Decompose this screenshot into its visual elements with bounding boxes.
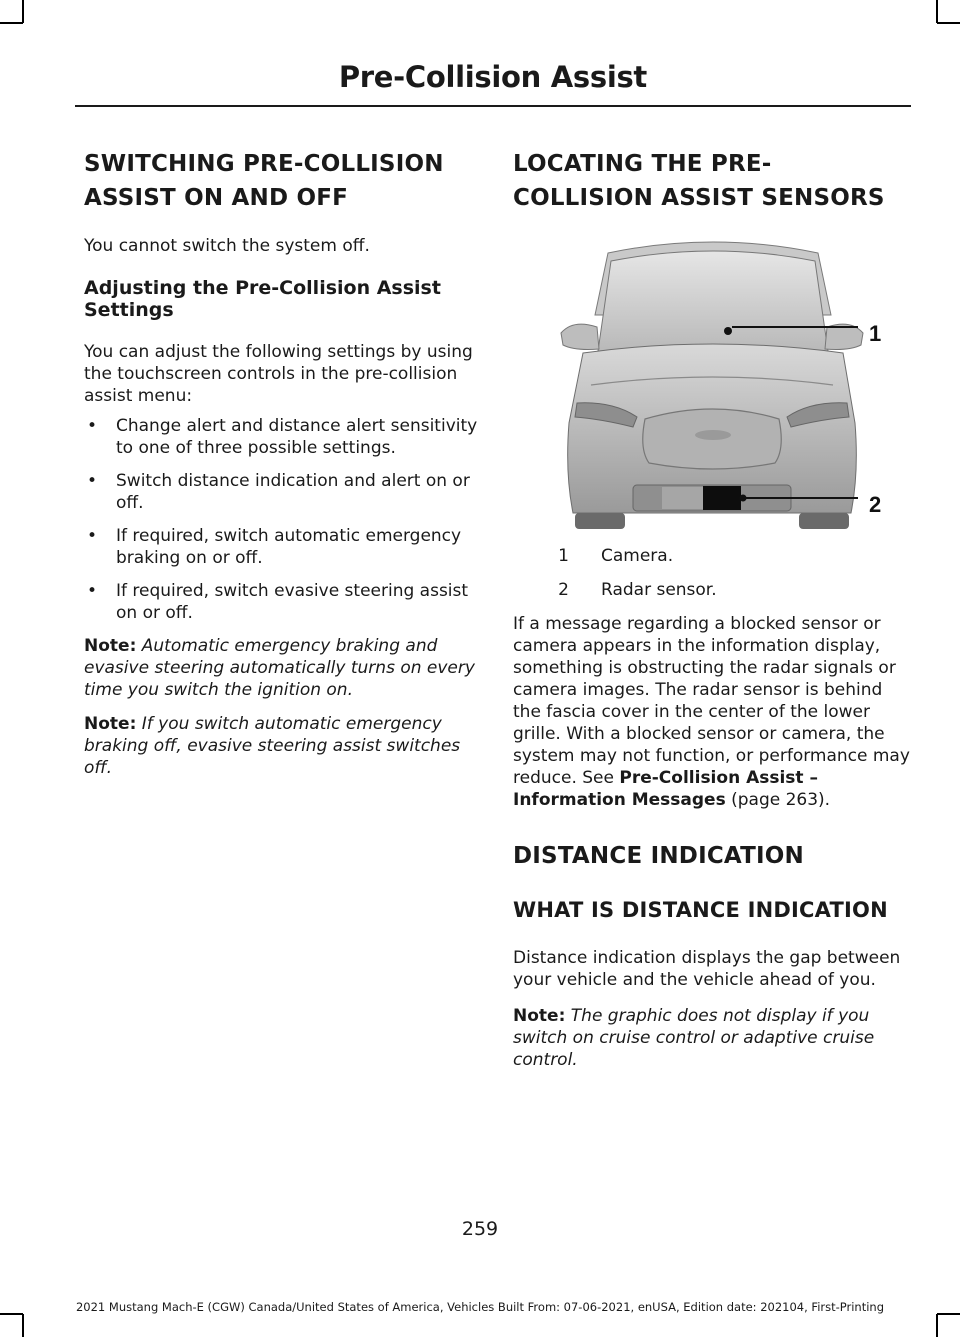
footer-text: 2021 Mustang Mach-E (CGW) Canada/United States of America, Vehicles Built From: 07-06-2021, enUSA, Edition date: 202104, First-Printing	[75, 1300, 884, 1314]
subsection-heading: Adjusting the Pre-Collision Assist Settings	[84, 277, 441, 321]
legend-item	[513, 545, 911, 567]
vehicle-sensor-figure	[513, 223, 911, 531]
vehicle-front-illustration	[513, 223, 911, 531]
right-column	[513, 147, 911, 1071]
note	[84, 713, 478, 779]
section-heading: SWITCHING PRE-COLLISION ASSIST ON AND OFF	[84, 151, 444, 211]
body-paragraph: Distance indication displays the gap between your vehicle and the vehicle ahead of you.	[513, 948, 901, 990]
note	[84, 635, 478, 701]
section-heading: DISTANCE INDICATION	[513, 843, 804, 869]
bullet-icon: •	[87, 471, 98, 491]
body-paragraph: If a message regarding a blocked sensor or camera appears in the information display, something is obstructing the radar signals or camera images. The radar sensor is behind the fascia cover in the center of the lower grille. With a blocked sensor or camera, the system may not function, or performance may reduce. See Pre-Collision Assist – Information Messages (page 263).	[513, 614, 910, 810]
bullet-icon: •	[87, 526, 98, 546]
crop-mark	[936, 1314, 938, 1337]
note	[513, 1005, 911, 1071]
legend-item	[513, 579, 911, 601]
list-item: • Change alert and distance alert sensitivity to one of three possible settings.	[87, 416, 478, 458]
subsection-heading: WHAT IS DISTANCE INDICATION	[513, 898, 888, 922]
crop-mark	[0, 22, 23, 24]
page-header-title: Pre-Collision Assist	[338, 60, 647, 94]
callout-number: 2	[869, 492, 882, 517]
list-item: • If required, switch automatic emergency braking on or off.	[87, 526, 462, 568]
list-item: • If required, switch evasive steering assist on or off.	[87, 581, 469, 623]
lead-text: You can adjust the following settings by using the touchscreen controls in the pre-collision assist menu:	[84, 342, 473, 406]
legend-number: 1	[558, 546, 569, 566]
left-column	[84, 147, 478, 779]
crop-mark	[22, 1314, 24, 1337]
crop-mark	[937, 22, 960, 24]
legend-text: Radar sensor.	[601, 580, 717, 600]
legend-number: 2	[558, 580, 569, 600]
settings-list	[84, 415, 478, 624]
cross-reference-link[interactable]: Pre-Collision Assist – Information Messages	[513, 768, 818, 810]
note-label: Note:	[84, 636, 137, 656]
note-text: The graphic does not display if you switch on cruise control or adaptive cruise control.	[513, 1006, 875, 1070]
note-text: If you switch automatic emergency braking off, evasive steering assist switches off.	[84, 714, 461, 778]
crop-mark	[22, 0, 24, 23]
note-text: Automatic emergency braking and evasive steering automatically turns on every time you switch the ignition on.	[84, 636, 475, 700]
note-label: Note:	[513, 1006, 566, 1026]
bullet-icon: •	[87, 581, 98, 601]
figure-legend	[513, 545, 911, 601]
section-heading: LOCATING THE PRE-COLLISION ASSIST SENSORS	[513, 151, 885, 211]
page-number: 259	[461, 1218, 499, 1240]
legend-text: Camera.	[601, 546, 674, 566]
callout-number: 1	[869, 321, 882, 346]
crop-mark	[936, 0, 938, 23]
note-label: Note:	[84, 714, 137, 734]
bullet-icon: •	[87, 416, 98, 436]
intro-text: You cannot switch the system off.	[84, 236, 370, 256]
header-divider	[75, 105, 911, 107]
list-item: • Switch distance indication and alert on or off.	[87, 471, 470, 513]
